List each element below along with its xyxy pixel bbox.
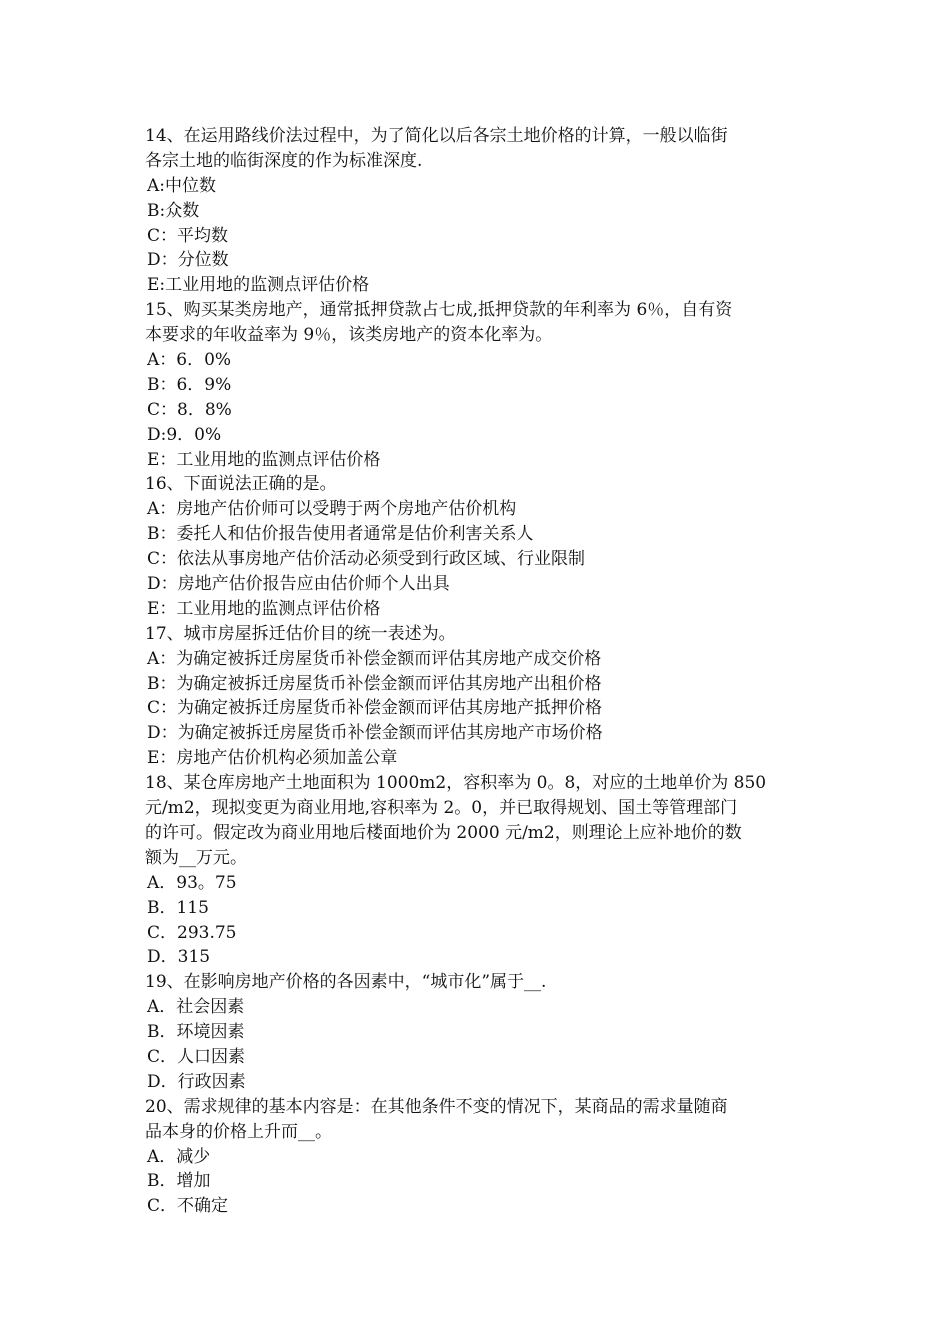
question-stem-line: 品本身的价格上升而__。: [145, 1121, 332, 1142]
answer-option: E：房地产估价机构必须加盖公章: [147, 748, 398, 769]
answer-option: A：为确定被拆迁房屋货币补偿金额而评估其房地产成交价格: [147, 648, 602, 669]
answer-option: D．行政因素: [147, 1071, 246, 1092]
answer-option: E：工业用地的监测点评估价格: [147, 598, 381, 619]
answer-option: E:工业用地的监测点评估价格: [147, 275, 370, 296]
question-stem-line: 15、购买某类房地产，通常抵押贷款占七成,抵押贷款的年利率为 6％，自有资: [145, 300, 733, 321]
question-block: [145, 622, 810, 771]
answer-option: B:众数: [147, 200, 200, 221]
question-block: [145, 970, 810, 1094]
question-stem-line: 各宗土地的临街深度的作为标准深度.: [145, 150, 423, 171]
answer-option: A．社会因素: [147, 997, 245, 1018]
answer-option: C．不确定: [147, 1196, 229, 1217]
question-stem-line: 的许可。假定改为商业用地后楼面地价为 2000 元/m2，则理论上应补地价的数: [145, 822, 742, 843]
answer-option: D．315: [147, 947, 211, 968]
answer-option: B：委托人和估价报告使用者通常是估价利害关系人: [147, 524, 534, 545]
question-stem-line: 19、在影响房地产价格的各因素中，“城市化”属于__.: [145, 972, 547, 993]
question-stem-line: 元/m2，现拟变更为商业用地,容积率为 2。0，并已取得规划、国土等管理部门: [145, 798, 738, 819]
answer-option: B．增加: [147, 1171, 211, 1192]
answer-option: E：工业用地的监测点评估价格: [147, 449, 381, 470]
answer-option: B：6．9%: [147, 374, 232, 395]
answer-option: C．人口因素: [147, 1046, 246, 1067]
answer-option: A:中位数: [147, 175, 217, 196]
question-block: [145, 1095, 810, 1219]
answer-option: A．93。75: [147, 872, 237, 893]
question-block: [145, 472, 810, 621]
question-stem-line: 额为__万元。: [145, 847, 247, 868]
answer-option: A：房地产估价师可以受聘于两个房地产估价机构: [147, 499, 517, 520]
answer-option: D：为确定被拆迁房屋货币补偿金额而评估其房地产市场价格: [147, 723, 603, 744]
answer-option: D：房地产估价报告应由估价师个人出具: [147, 574, 450, 595]
question-block: [145, 298, 810, 472]
question-block: [145, 771, 810, 970]
answer-option: A．减少: [147, 1146, 211, 1167]
question-stem-line: 14、在运用路线价法过程中，为了简化以后各宗土地价格的计算，一般以临街: [145, 126, 728, 146]
question-stem-line: 16、下面说法正确的是。: [145, 474, 337, 495]
answer-option: B．115: [147, 897, 209, 918]
question-stem-line: 17、城市房屋拆迁估价目的统一表述为。: [145, 623, 456, 644]
question-list: [145, 124, 810, 1219]
answer-option: C：依法从事房地产估价活动必须受到行政区域、行业限制: [147, 549, 586, 570]
question-block: [145, 124, 810, 298]
answer-option: C：为确定被拆迁房屋货币补偿金额而评估其房地产抵押价格: [147, 698, 603, 719]
answer-option: C．293.75: [147, 922, 237, 943]
answer-option: D：分位数: [147, 250, 229, 271]
question-stem-line: 20、需求规律的基本内容是：在其他条件不变的情况下，某商品的需求量随商: [145, 1096, 728, 1117]
answer-option: A：6．0%: [147, 350, 232, 371]
answer-option: D:9．0%: [147, 424, 222, 445]
question-stem-line: 本要求的年收益率为 9％，该类房地产的资本化率为。: [145, 325, 553, 346]
answer-option: B：为确定被拆迁房屋货币补偿金额而评估其房地产出租价格: [147, 673, 602, 694]
answer-option: C：8．8%: [147, 399, 232, 420]
answer-option: C：平均数: [147, 225, 229, 246]
question-stem-line: 18、某仓库房地产土地面积为 1000m2，容积率为 0。8，对应的土地单价为 850: [145, 773, 767, 794]
answer-option: B．环境因素: [147, 1022, 245, 1043]
